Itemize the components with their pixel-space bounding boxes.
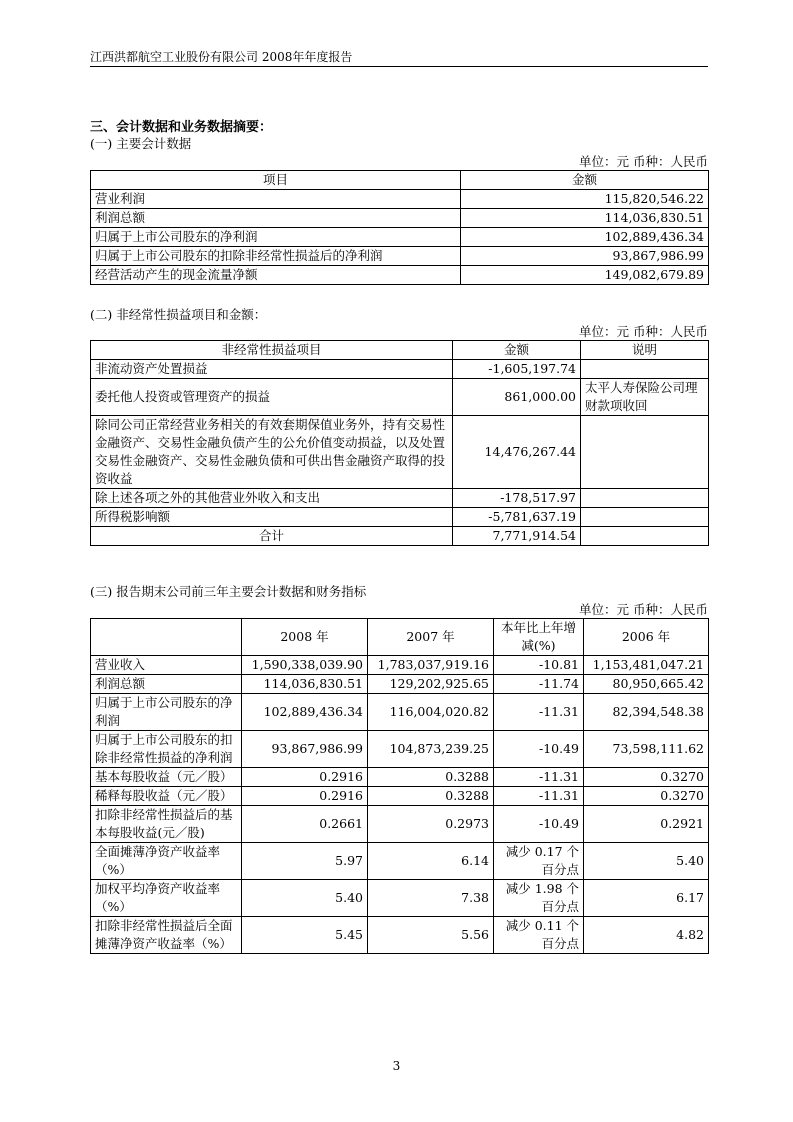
value-2006: 0.3270 xyxy=(584,768,709,787)
amount-cell: 102,889,436.34 xyxy=(461,228,709,247)
note-cell xyxy=(581,489,709,508)
header-cell: 2007 年 xyxy=(368,619,494,656)
value-2006: 80,950,665.42 xyxy=(584,675,709,694)
main-accounting-table xyxy=(90,170,709,285)
header-cell: 2006 年 xyxy=(584,619,709,656)
total-amount: 7,771,914.54 xyxy=(453,527,581,546)
item-cell: 利润总额 xyxy=(91,209,461,228)
metric-cell: 利润总额 xyxy=(91,675,242,694)
value-2008: 5.97 xyxy=(242,843,368,880)
amount-cell: 115,820,546.22 xyxy=(461,190,709,209)
value-2008: 114,036,830.51 xyxy=(242,675,368,694)
item-cell: 委托他人投资或管理资产的损益 xyxy=(91,379,453,416)
header-cell: 非经常性损益项目 xyxy=(91,341,453,360)
three-year-table xyxy=(90,618,709,954)
value-2007: 116,004,020.82 xyxy=(368,694,494,731)
table-header-row xyxy=(91,171,709,190)
table-row xyxy=(91,190,709,209)
header-cell: 本年比上年增减(%) xyxy=(494,619,584,656)
value-2007: 7.38 xyxy=(368,880,494,917)
value-2007: 1,783,037,919.16 xyxy=(368,656,494,675)
non-recurring-table xyxy=(90,340,709,546)
header-cell: 金额 xyxy=(453,341,581,360)
change-cell: -10.49 xyxy=(494,731,584,768)
header-cell xyxy=(91,619,242,656)
metric-cell: 全面摊薄净资产收益率（%） xyxy=(91,843,242,880)
metric-cell: 归属于上市公司股东的净利润 xyxy=(91,694,242,731)
table-row xyxy=(91,806,709,843)
change-cell: -11.31 xyxy=(494,787,584,806)
value-2006: 0.3270 xyxy=(584,787,709,806)
table-row xyxy=(91,843,709,880)
amount-cell: 149,082,679.89 xyxy=(461,266,709,285)
change-cell: -11.31 xyxy=(494,694,584,731)
metric-cell: 扣除非经常性损益后的基本每股收益(元／股) xyxy=(91,806,242,843)
item-cell: 除同公司正常经营业务相关的有效套期保值业务外，持有交易性金融资产、交易性金融负债产生的公允价值变动损益，以及处置交易性金融资产、交易性金融负债和可供出售金融资产取得的投资收益 xyxy=(91,416,453,489)
change-cell: 减少 0.11 个百分点 xyxy=(494,917,584,954)
value-2006: 82,394,548.38 xyxy=(584,694,709,731)
page-header: 江西洪都航空工业股份有限公司 2008年年度报告 xyxy=(90,50,353,64)
value-2008: 102,889,436.34 xyxy=(242,694,368,731)
table-row xyxy=(91,787,709,806)
metric-cell: 扣除非经常性损益后全面摊薄净资产收益率（%） xyxy=(91,917,242,954)
value-2007: 0.3288 xyxy=(368,787,494,806)
value-2007: 104,873,239.25 xyxy=(368,731,494,768)
table-header-row xyxy=(91,341,709,360)
sub2-title: (二) 非经常性损益项目和金额： xyxy=(90,307,267,322)
change-cell: -11.31 xyxy=(494,768,584,787)
amount-cell: -1,605,197.74 xyxy=(453,360,581,379)
value-2008: 5.40 xyxy=(242,880,368,917)
item-cell: 归属于上市公司股东的净利润 xyxy=(91,228,461,247)
header-cell: 2008 年 xyxy=(242,619,368,656)
item-cell: 营业利润 xyxy=(91,190,461,209)
table-row xyxy=(91,508,709,527)
amount-cell: 93,867,986.99 xyxy=(461,247,709,266)
value-2008: 93,867,986.99 xyxy=(242,731,368,768)
table-row xyxy=(91,489,709,508)
table-row xyxy=(91,416,709,489)
header-cell: 说明 xyxy=(581,341,709,360)
value-2007: 129,202,925.65 xyxy=(368,675,494,694)
table-row xyxy=(91,917,709,954)
header-divider xyxy=(90,66,708,67)
page-number: 3 xyxy=(392,1059,401,1073)
sub2-unit: 单位：元 币种：人民币 xyxy=(579,324,708,339)
change-cell: -11.74 xyxy=(494,675,584,694)
amount-cell: -178,517.97 xyxy=(453,489,581,508)
note-cell xyxy=(581,360,709,379)
table-row xyxy=(91,228,709,247)
table-row xyxy=(91,209,709,228)
total-row xyxy=(91,527,709,546)
metric-cell: 基本每股收益（元／股） xyxy=(91,768,242,787)
table-row xyxy=(91,247,709,266)
value-2006: 4.82 xyxy=(584,917,709,954)
table-header-row xyxy=(91,619,709,656)
amount-cell: 114,036,830.51 xyxy=(461,209,709,228)
value-2008: 0.2916 xyxy=(242,768,368,787)
header-cell: 项目 xyxy=(91,171,461,190)
sub3-unit: 单位：元 币种：人民币 xyxy=(579,602,708,617)
table-row xyxy=(91,675,709,694)
table-row xyxy=(91,266,709,285)
value-2008: 5.45 xyxy=(242,917,368,954)
value-2006: 1,153,481,047.21 xyxy=(584,656,709,675)
change-cell: -10.49 xyxy=(494,806,584,843)
table-row xyxy=(91,360,709,379)
value-2008: 0.2916 xyxy=(242,787,368,806)
table-row xyxy=(91,768,709,787)
note-cell xyxy=(581,527,709,546)
value-2008: 1,590,338,039.90 xyxy=(242,656,368,675)
section-title: 三、会计数据和业务数据摘要： xyxy=(90,120,273,135)
amount-cell: -5,781,637.19 xyxy=(453,508,581,527)
table-row xyxy=(91,880,709,917)
item-cell: 所得税影响额 xyxy=(91,508,453,527)
item-cell: 非流动资产处置损益 xyxy=(91,360,453,379)
item-cell: 归属于上市公司股东的扣除非经常性损益后的净利润 xyxy=(91,247,461,266)
value-2007: 5.56 xyxy=(368,917,494,954)
value-2006: 0.2921 xyxy=(584,806,709,843)
change-cell: 减少 1.98 个百分点 xyxy=(494,880,584,917)
metric-cell: 营业收入 xyxy=(91,656,242,675)
metric-cell: 稀释每股收益（元／股） xyxy=(91,787,242,806)
value-2007: 0.3288 xyxy=(368,768,494,787)
amount-cell: 14,476,267.44 xyxy=(453,416,581,489)
item-cell: 除上述各项之外的其他营业外收入和支出 xyxy=(91,489,453,508)
sub1-title: (一) 主要会计数据 xyxy=(90,136,192,151)
table-row xyxy=(91,694,709,731)
sub1-unit: 单位：元 币种：人民币 xyxy=(579,154,708,169)
metric-cell: 归属于上市公司股东的扣除非经常性损益的净利润 xyxy=(91,731,242,768)
value-2006: 73,598,111.62 xyxy=(584,731,709,768)
sub3-title: (三) 报告期末公司前三年主要会计数据和财务指标 xyxy=(90,584,367,599)
total-label: 合计 xyxy=(91,527,453,546)
value-2007: 6.14 xyxy=(368,843,494,880)
value-2007: 0.2973 xyxy=(368,806,494,843)
header-cell: 金额 xyxy=(461,171,709,190)
value-2006: 5.40 xyxy=(584,843,709,880)
table-row xyxy=(91,656,709,675)
value-2006: 6.17 xyxy=(584,880,709,917)
metric-cell: 加权平均净资产收益率（%） xyxy=(91,880,242,917)
change-cell: 减少 0.17 个百分点 xyxy=(494,843,584,880)
table-row xyxy=(91,379,709,416)
amount-cell: 861,000.00 xyxy=(453,379,581,416)
note-cell: 太平人寿保险公司理财款项收回 xyxy=(581,379,709,416)
item-cell: 经营活动产生的现金流量净额 xyxy=(91,266,461,285)
change-cell: -10.81 xyxy=(494,656,584,675)
note-cell xyxy=(581,508,709,527)
note-cell xyxy=(581,416,709,489)
value-2008: 0.2661 xyxy=(242,806,368,843)
table-row xyxy=(91,731,709,768)
